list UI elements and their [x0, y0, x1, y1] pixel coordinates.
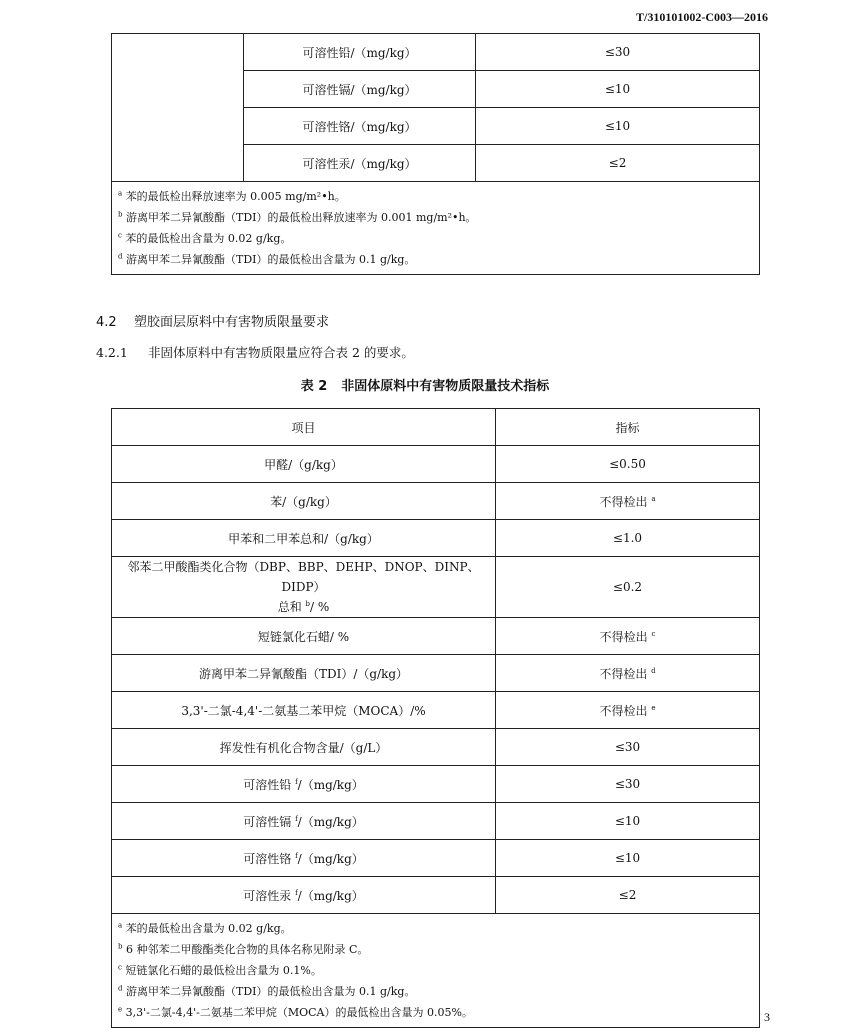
footnote-text: 短链氯化石蜡的最低检出含量为 0.1%。: [125, 964, 322, 977]
table-cell-limit: ≤30: [476, 34, 760, 71]
paragraph-number: 4.2.1: [96, 345, 128, 360]
table2-caption: [0, 375, 850, 394]
section-number: 4.2: [96, 315, 117, 330]
footnote-mark: c: [118, 963, 122, 972]
footnote: [118, 939, 753, 960]
table-caption-number: 表 2: [300, 379, 328, 394]
table-cell-limit: ≤2: [476, 145, 760, 182]
footnote-mark: d: [118, 252, 123, 261]
table-cell-item: 游离甲苯二异氰酸酯（TDI）/（g/kg）: [112, 655, 496, 692]
footnote: [118, 228, 753, 249]
table-cell-item: 可溶性汞 $^f$/（mg/kg）: [112, 877, 496, 914]
footnote-mark: c: [118, 231, 122, 240]
footnote-mark: d: [118, 984, 123, 993]
table-cell-item: 甲苯和二甲苯总和/（g/kg）: [112, 520, 496, 557]
footnote-ref: f: [295, 851, 298, 860]
footnote-ref: f: [295, 888, 298, 897]
footnote: [118, 960, 753, 981]
footnote-ref: f: [295, 777, 298, 786]
footnote-text: 苯的最低检出释放速率为 0.005 mg/m²•h。: [125, 190, 346, 203]
footnote: [118, 249, 753, 270]
footnote-ref: c: [651, 629, 656, 638]
table-cell-limit: ≤10: [476, 71, 760, 108]
footnote-ref: b: [305, 600, 311, 608]
table-cell-limit: 不得检出 $^e$: [496, 692, 760, 729]
footnote-mark: e: [118, 1005, 123, 1014]
footnote: [118, 1002, 753, 1023]
table-cell-limit: ≤0.2: [496, 557, 760, 618]
footnote-text: 苯的最低检出含量为 0.02 g/kg。: [125, 232, 292, 245]
footnote-ref: d: [651, 666, 656, 675]
table-cell-limit: 不得检出 $^a$: [496, 483, 760, 520]
footnote: [118, 981, 753, 1002]
table-cell-item: 可溶性铅 $^f$/（mg/kg）: [112, 766, 496, 803]
table2: [111, 408, 760, 1028]
footnote-mark: b: [118, 942, 123, 951]
table-cell-item: 短链氯化石蜡/ %: [112, 618, 496, 655]
table-cell-item: 可溶性铬/（mg/kg）: [244, 108, 476, 145]
section-title: 塑胶面层原料中有害物质限量要求: [134, 315, 330, 330]
table2-notes: [112, 914, 760, 1028]
table-cell-item: 可溶性镉/（mg/kg）: [244, 71, 476, 108]
table-cell-item: 甲醛/（g/kg）: [112, 446, 496, 483]
footnote-text: 3,3'-二氯-4,4'-二氨基二苯甲烷（MOCA）的最低检出含量为 0.05%。: [125, 1006, 473, 1019]
footnote-ref: e: [651, 703, 656, 712]
footnote-text: 6 种邻苯二甲酸酯类化合物的具体名称见附录 C。: [125, 943, 369, 956]
table-cell-item: 3,3'-二氯-4,4'-二氨基二苯甲烷（MOCA）/%: [112, 692, 496, 729]
table-caption-title: 非固体原料中有害物质限量技术指标: [341, 379, 550, 394]
table-cell-limit: ≤2: [496, 877, 760, 914]
table-header-limit: 指标: [496, 409, 760, 446]
page-number: 3: [764, 1010, 770, 1024]
table1-continued: [111, 33, 760, 275]
paragraph-text: 非固体原料中有害物质限量应符合表 2 的要求。: [148, 345, 414, 360]
table-cell-limit: ≤0.50: [496, 446, 760, 483]
table-cell-limit: ≤30: [496, 766, 760, 803]
footnote-text: 游离甲苯二异氰酸酯（TDI）的最低检出释放速率为 0.001 mg/m²•h。: [125, 211, 477, 224]
section-heading: [96, 311, 329, 330]
footnote-mark: a: [118, 921, 123, 930]
table-cell-item: 可溶性铅/（mg/kg）: [244, 34, 476, 71]
table-cell-item: 可溶性汞/（mg/kg）: [244, 145, 476, 182]
footnote-text: 游离甲苯二异氰酸酯（TDI）的最低检出含量为 0.1 g/kg。: [125, 985, 416, 998]
footnote-ref: f: [295, 814, 298, 823]
footnote: [118, 207, 753, 228]
table-cell-item: 挥发性有机化合物含量/（g/L）: [112, 729, 496, 766]
table-cell-limit: ≤1.0: [496, 520, 760, 557]
table-cell-item: 可溶性镉 $^f$/（mg/kg）: [112, 803, 496, 840]
footnote-mark: a: [118, 189, 123, 198]
table-cell-item: 邻苯二甲酸酯类化合物（DBP、BBP、DEHP、DNOP、DINP、DIDP） 总和 $^b$/ %: [112, 557, 496, 618]
table-cell-limit: ≤10: [496, 803, 760, 840]
footnote-text: 苯的最低检出含量为 0.02 g/kg。: [125, 922, 292, 935]
table-cell-item: 可溶性铬 $^f$/（mg/kg）: [112, 840, 496, 877]
table-cell-item: 苯/（g/kg）: [112, 483, 496, 520]
table1-notes: [112, 182, 760, 275]
footnote-ref: a: [651, 494, 656, 503]
table-cell-limit: ≤10: [496, 840, 760, 877]
merged-category-cell: [112, 34, 244, 182]
table-cell-limit: ≤10: [476, 108, 760, 145]
footnote-text: 游离甲苯二异氰酸酯（TDI）的最低检出含量为 0.1 g/kg。: [125, 253, 416, 266]
table-header-item: 项目: [112, 409, 496, 446]
footnote-mark: b: [118, 210, 123, 219]
table-cell-limit: 不得检出 $^c$: [496, 618, 760, 655]
table-cell-limit: 不得检出 $^d$: [496, 655, 760, 692]
footnote: [118, 186, 753, 207]
table-cell-limit: ≤30: [496, 729, 760, 766]
footnote: [118, 918, 753, 939]
paragraph: [96, 343, 414, 361]
standard-number: T/310101002-C003—2016: [636, 10, 768, 24]
